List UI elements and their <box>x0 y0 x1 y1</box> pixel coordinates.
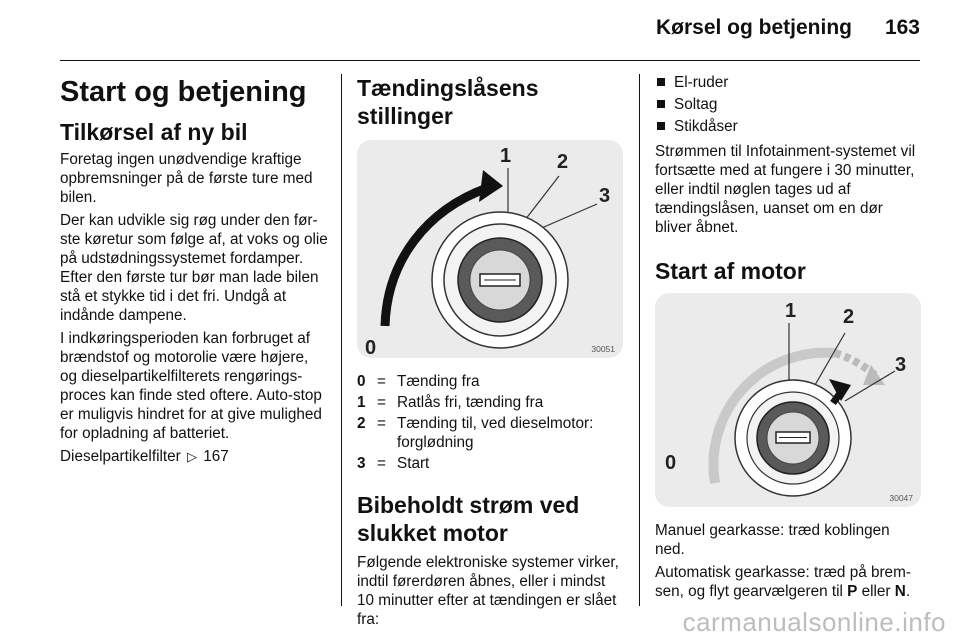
list-item-text: Stikdåser <box>674 118 738 135</box>
legend-text: Tænding til, ved dieselmotor: forglødning <box>397 415 594 451</box>
position-label-0: 0 <box>365 337 377 358</box>
paragraph: Strømmen til Infotainment-systemet vil fortsætte med at fungere i 30 minutter, eller indtil nøglen tages ud af tændingslåsen, uanset om en dør bliver åbnet. <box>655 143 916 236</box>
position-label-1: 1 <box>785 300 797 322</box>
page-number: 163 <box>884 16 920 39</box>
list-item-text: Soltag <box>674 96 718 113</box>
cross-reference-text: Dieselpartikelfilter <box>60 448 181 465</box>
page-header-title: Kørsel og betjening <box>655 16 852 39</box>
column-1 <box>60 72 328 470</box>
legend-row <box>357 414 623 452</box>
paragraph: Følgende elektroniske systemer virker, indtil førerdøren åbnes, eller i mindst 10 minutter efter at tændingen er slået fra: <box>357 554 619 628</box>
header-rule <box>60 60 920 61</box>
paragraph: Der kan udvikle sig røg under den første køretur som følge af, at voks og olie på udstødningssystemet fordamper. Efter den første tur bør man lade bilen stå et stykke tid i det fri. Undgå at indånde dampene. <box>60 212 328 324</box>
legend-equals: = <box>377 394 386 411</box>
legend-key: 2 <box>357 415 366 432</box>
legend-equals: = <box>377 373 386 390</box>
section-heading: Start og betjening <box>60 76 307 108</box>
gear-position-n: N <box>894 583 906 600</box>
section-heading: Tændingslåsens stillinger <box>357 75 539 129</box>
legend-key: 1 <box>357 394 366 411</box>
paragraph: Manuel gearkasse: træd koblingen ned. <box>655 522 890 558</box>
ignition-lock-illustration <box>357 140 623 358</box>
paragraph <box>655 563 923 601</box>
cross-reference-page[interactable]: 167 <box>203 448 229 465</box>
subsection-heading: Tilkørsel af ny bil <box>60 119 248 145</box>
position-label-3: 3 <box>599 185 611 207</box>
list-item <box>655 94 923 116</box>
bullet-list <box>655 72 923 138</box>
gear-position-p: P <box>847 583 858 600</box>
reference-arrow-icon: ▷ <box>186 449 197 464</box>
ignition-positions-figure <box>357 140 623 358</box>
figure-code: 30047 <box>889 493 913 503</box>
legend-text: Ratlås fri, tænding fra <box>397 394 544 411</box>
list-item-text: El-ruder <box>674 74 729 91</box>
legend-equals: = <box>377 415 386 432</box>
legend-text: Start <box>397 455 430 472</box>
paragraph-text: Automatisk gearkasse: træd på bremsen, og flyt gearvælgeren til <box>655 564 911 600</box>
legend-key: 0 <box>357 373 366 390</box>
list-item <box>655 116 923 138</box>
column-3 <box>655 72 923 605</box>
paragraph-text: . <box>905 583 911 600</box>
engine-start-illustration <box>655 293 921 507</box>
list-item <box>655 72 923 94</box>
legend-row <box>357 393 623 412</box>
paragraph: Foretag ingen unødvendige kraftige opbremsninger på de første ture med bilen. <box>60 151 313 206</box>
site-watermark: carmanualsonline.info <box>682 607 946 637</box>
column-divider-1 <box>341 74 342 606</box>
legend-key: 3 <box>357 455 366 472</box>
legend-text: Tænding fra <box>397 373 480 390</box>
cross-reference <box>60 447 328 466</box>
section-heading: Bibeholdt strøm ved slukket motor <box>357 492 580 546</box>
column-divider-2 <box>639 74 640 606</box>
square-bullet-icon <box>657 122 665 130</box>
position-label-0: 0 <box>665 452 677 474</box>
legend-row <box>357 372 623 391</box>
square-bullet-icon <box>657 78 665 86</box>
position-label-1: 1 <box>500 145 512 167</box>
section-heading: Start af motor <box>655 258 806 284</box>
square-bullet-icon <box>657 100 665 108</box>
figure-code: 30051 <box>591 344 615 354</box>
position-label-2: 2 <box>843 306 855 328</box>
engine-start-figure <box>655 293 921 507</box>
paragraph: I indkøringsperioden kan forbruget af brændstof og motorolie være højere, og dieselpartikelfilterets rengøringsproces kan finde sted oftere. Auto-stop er muligvis hindret for at give mulighed for opladning af batteriet. <box>60 330 322 442</box>
position-legend <box>357 372 623 473</box>
legend-row <box>357 454 623 473</box>
position-label-3: 3 <box>895 354 907 376</box>
paragraph-text: eller <box>861 583 891 600</box>
legend-equals: = <box>377 455 386 472</box>
position-label-2: 2 <box>557 151 569 173</box>
column-2 <box>357 72 623 633</box>
